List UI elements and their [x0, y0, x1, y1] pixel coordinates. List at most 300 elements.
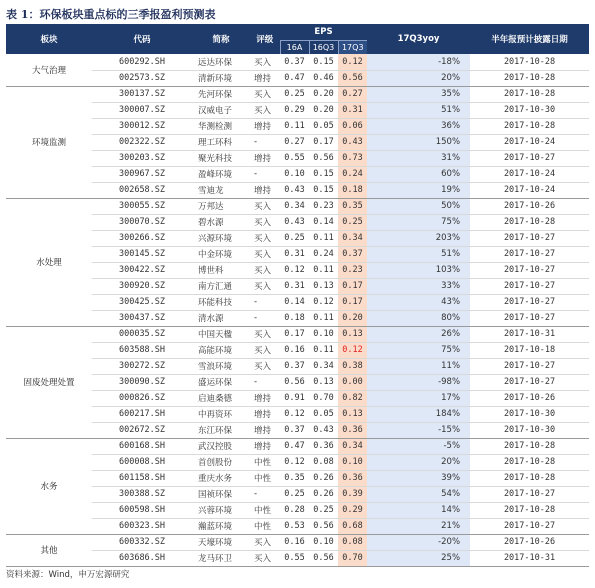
stock-name-cell: 博世科 — [192, 262, 250, 278]
table-row — [6, 214, 589, 230]
stock-name-cell: 万邦达 — [192, 198, 250, 214]
table-row — [6, 326, 589, 342]
stock-name-cell: 启迪桑德 — [192, 390, 250, 406]
eps-17q3-cell: 0.10 — [338, 454, 367, 470]
eps-17q3-cell: 0.23 — [338, 262, 367, 278]
header-eps-16a: 16A — [280, 40, 309, 54]
yoy-growth-cell: 60% — [367, 166, 470, 182]
eps-17q3-cell: 0.56 — [338, 70, 367, 86]
table-row — [6, 454, 589, 470]
yoy-growth-cell: 54% — [367, 486, 470, 502]
eps-16a-cell: 0.28 — [280, 502, 309, 518]
eps-16q3-cell: 0.34 — [309, 358, 338, 374]
header-name: 简称 — [192, 24, 250, 54]
rating-cell: 增持 — [250, 406, 280, 422]
yoy-growth-cell: 184% — [367, 406, 470, 422]
disclosure-date-cell: 2017-10-28 — [470, 454, 589, 470]
stock-name-cell: 盛运环保 — [192, 374, 250, 390]
table-row — [6, 278, 589, 294]
stock-code-cell: 300012.SZ — [92, 118, 192, 134]
header-eps-16q3: 16Q3 — [309, 40, 338, 54]
eps-16a-cell: 0.29 — [280, 102, 309, 118]
rating-cell: 买入 — [250, 278, 280, 294]
rating-cell: 中性 — [250, 470, 280, 486]
eps-16a-cell: 0.55 — [280, 150, 309, 166]
table-row — [6, 518, 589, 534]
eps-16a-cell: 0.56 — [280, 374, 309, 390]
yoy-growth-cell: 19% — [367, 182, 470, 198]
rating-cell: 买入 — [250, 198, 280, 214]
eps-16q3-cell: 0.13 — [309, 374, 338, 390]
table-row — [6, 198, 589, 214]
yoy-growth-cell: 20% — [367, 70, 470, 86]
rating-cell: 增持 — [250, 150, 280, 166]
rating-cell: - — [250, 294, 280, 310]
disclosure-date-cell: 2017-10-30 — [470, 406, 589, 422]
eps-16a-cell: 0.10 — [280, 166, 309, 182]
stock-code-cell: 600598.SH — [92, 502, 192, 518]
eps-17q3-cell: 0.34 — [338, 438, 367, 454]
eps-16a-cell: 0.37 — [280, 54, 309, 70]
sector-label: 水务 — [6, 438, 92, 534]
rating-cell: 买入 — [250, 262, 280, 278]
yoy-growth-cell: 36% — [367, 118, 470, 134]
eps-17q3-cell: 0.70 — [338, 550, 367, 566]
stock-code-cell: 300007.SZ — [92, 102, 192, 118]
stock-code-cell: 300055.SZ — [92, 198, 192, 214]
stock-name-cell: 中国天楹 — [192, 326, 250, 342]
eps-16a-cell: 0.47 — [280, 70, 309, 86]
table-row — [6, 358, 589, 374]
eps-16q3-cell: 0.23 — [309, 198, 338, 214]
disclosure-date-cell: 2017-10-27 — [470, 486, 589, 502]
yoy-growth-cell: -98% — [367, 374, 470, 390]
stock-name-cell: 环能科技 — [192, 294, 250, 310]
eps-16a-cell: 0.37 — [280, 358, 309, 374]
disclosure-date-cell: 2017-10-28 — [470, 54, 589, 70]
yoy-growth-cell: 20% — [367, 454, 470, 470]
stock-name-cell: 高能环境 — [192, 342, 250, 358]
eps-16a-cell: 0.34 — [280, 198, 309, 214]
eps-16a-cell: 0.91 — [280, 390, 309, 406]
disclosure-date-cell: 2017-10-27 — [470, 518, 589, 534]
stock-name-cell: 天壕环境 — [192, 534, 250, 550]
table-row — [6, 374, 589, 390]
stock-name-cell: 中金环境 — [192, 246, 250, 262]
rating-cell: 买入 — [250, 246, 280, 262]
header-date: 半年报预计披露日期 — [470, 24, 589, 54]
eps-17q3-cell: 0.17 — [338, 294, 367, 310]
table-row — [6, 550, 589, 566]
stock-code-cell: 002573.SZ — [92, 70, 192, 86]
rating-cell: 中性 — [250, 518, 280, 534]
disclosure-date-cell: 2017-10-27 — [470, 246, 589, 262]
disclosure-date-cell: 2017-10-28 — [470, 86, 589, 102]
disclosure-date-cell: 2017-10-30 — [470, 102, 589, 118]
stock-code-cell: 300137.SZ — [92, 86, 192, 102]
eps-17q3-cell: 0.27 — [338, 86, 367, 102]
stock-name-cell: 雪浪环境 — [192, 358, 250, 374]
table-row — [6, 262, 589, 278]
disclosure-date-cell: 2017-10-27 — [470, 358, 589, 374]
eps-17q3-cell: 0.06 — [338, 118, 367, 134]
table-row — [6, 246, 589, 262]
eps-17q3-cell: 0.31 — [338, 102, 367, 118]
eps-16a-cell: 0.14 — [280, 294, 309, 310]
stock-code-cell: 300425.SZ — [92, 294, 192, 310]
table-row — [6, 534, 589, 550]
yoy-growth-cell: 31% — [367, 150, 470, 166]
yoy-growth-cell: 75% — [367, 214, 470, 230]
stock-code-cell: 000826.SZ — [92, 390, 192, 406]
eps-16q3-cell: 0.20 — [309, 86, 338, 102]
stock-name-cell: 重庆水务 — [192, 470, 250, 486]
yoy-growth-cell: 33% — [367, 278, 470, 294]
stock-code-cell: 300388.SZ — [92, 486, 192, 502]
yoy-growth-cell: -18% — [367, 54, 470, 70]
eps-16q3-cell: 0.10 — [309, 534, 338, 550]
eps-16q3-cell: 0.10 — [309, 326, 338, 342]
rating-cell: 买入 — [250, 102, 280, 118]
disclosure-date-cell: 2017-10-28 — [470, 438, 589, 454]
stock-code-cell: 300967.SZ — [92, 166, 192, 182]
rating-cell: 买入 — [250, 230, 280, 246]
eps-16q3-cell: 0.12 — [309, 294, 338, 310]
stock-code-cell: 002672.SZ — [92, 422, 192, 438]
eps-16q3-cell: 0.56 — [309, 550, 338, 566]
stock-name-cell: 武汉控股 — [192, 438, 250, 454]
rating-cell: - — [250, 310, 280, 326]
yoy-growth-cell: 51% — [367, 246, 470, 262]
stock-code-cell: 000035.SZ — [92, 326, 192, 342]
header-code: 代码 — [92, 24, 192, 54]
disclosure-date-cell: 2017-10-28 — [470, 502, 589, 518]
table-row — [6, 70, 589, 86]
stock-code-cell: 300070.SZ — [92, 214, 192, 230]
eps-16q3-cell: 0.14 — [309, 214, 338, 230]
stock-name-cell: 兴源环境 — [192, 230, 250, 246]
sector-label: 环境监测 — [6, 86, 92, 198]
eps-16q3-cell: 0.46 — [309, 70, 338, 86]
eps-16q3-cell: 0.15 — [309, 182, 338, 198]
eps-16a-cell: 0.43 — [280, 214, 309, 230]
header-yoy: 17Q3yoy — [367, 24, 470, 54]
rating-cell: 增持 — [250, 390, 280, 406]
yoy-growth-cell: -20% — [367, 534, 470, 550]
eps-17q3-cell: 0.18 — [338, 182, 367, 198]
table-row — [6, 502, 589, 518]
stock-code-cell: 300090.SZ — [92, 374, 192, 390]
table-row — [6, 166, 589, 182]
table-row — [6, 182, 589, 198]
eps-16q3-cell: 0.17 — [309, 134, 338, 150]
eps-17q3-cell: 0.36 — [338, 470, 367, 486]
stock-name-cell: 盈峰环境 — [192, 166, 250, 182]
header-sector: 板块 — [6, 24, 92, 54]
eps-16a-cell: 0.53 — [280, 518, 309, 534]
eps-17q3-cell: 0.12 — [338, 54, 367, 70]
yoy-growth-cell: 11% — [367, 358, 470, 374]
disclosure-date-cell: 2017-10-27 — [470, 150, 589, 166]
stock-code-cell: 300422.SZ — [92, 262, 192, 278]
eps-16q3-cell: 0.56 — [309, 150, 338, 166]
eps-17q3-cell: 0.43 — [338, 134, 367, 150]
table-body — [6, 54, 589, 566]
rating-cell: - — [250, 486, 280, 502]
disclosure-date-cell: 2017-10-24 — [470, 134, 589, 150]
eps-16q3-cell: 0.11 — [309, 262, 338, 278]
disclosure-date-cell: 2017-10-26 — [470, 534, 589, 550]
eps-17q3-cell: 0.35 — [338, 198, 367, 214]
earnings-forecast-table — [6, 24, 589, 567]
yoy-growth-cell: 17% — [367, 390, 470, 406]
disclosure-date-cell: 2017-10-31 — [470, 550, 589, 566]
eps-16q3-cell: 0.25 — [309, 502, 338, 518]
eps-16q3-cell: 0.56 — [309, 518, 338, 534]
rating-cell: 增持 — [250, 438, 280, 454]
eps-16a-cell: 0.27 — [280, 134, 309, 150]
eps-16q3-cell: 0.26 — [309, 470, 338, 486]
stock-name-cell: 兴蓉环境 — [192, 502, 250, 518]
stock-code-cell: 600168.SH — [92, 438, 192, 454]
yoy-growth-cell: 51% — [367, 102, 470, 118]
table-row — [6, 342, 589, 358]
disclosure-date-cell: 2017-10-28 — [470, 470, 589, 486]
yoy-growth-cell: 25% — [367, 550, 470, 566]
stock-code-cell: 300203.SZ — [92, 150, 192, 166]
stock-name-cell: 雪迪龙 — [192, 182, 250, 198]
stock-code-cell: 002658.SZ — [92, 182, 192, 198]
rating-cell: 买入 — [250, 86, 280, 102]
eps-16a-cell: 0.25 — [280, 486, 309, 502]
stock-name-cell: 南方汇通 — [192, 278, 250, 294]
eps-17q3-cell: 0.13 — [338, 406, 367, 422]
table-row — [6, 294, 589, 310]
yoy-growth-cell: 39% — [367, 470, 470, 486]
stock-name-cell: 东江环保 — [192, 422, 250, 438]
sector-label: 大气治理 — [6, 54, 92, 86]
eps-17q3-cell: 0.00 — [338, 374, 367, 390]
eps-16a-cell: 0.47 — [280, 438, 309, 454]
rating-cell: 增持 — [250, 182, 280, 198]
stock-code-cell: 002322.SZ — [92, 134, 192, 150]
stock-code-cell: 300437.SZ — [92, 310, 192, 326]
rating-cell: 中性 — [250, 502, 280, 518]
table-row — [6, 438, 589, 454]
rating-cell: 买入 — [250, 534, 280, 550]
eps-16q3-cell: 0.36 — [309, 438, 338, 454]
stock-code-cell: 600217.SH — [92, 406, 192, 422]
eps-16q3-cell: 0.20 — [309, 102, 338, 118]
yoy-growth-cell: 80% — [367, 310, 470, 326]
eps-16q3-cell: 0.13 — [309, 278, 338, 294]
table-row — [6, 54, 589, 70]
sector-label: 其他 — [6, 534, 92, 566]
stock-name-cell: 碧水源 — [192, 214, 250, 230]
eps-16q3-cell: 0.05 — [309, 118, 338, 134]
eps-16q3-cell: 0.26 — [309, 486, 338, 502]
disclosure-date-cell: 2017-10-27 — [470, 294, 589, 310]
eps-17q3-cell: 0.34 — [338, 230, 367, 246]
rating-cell: 增持 — [250, 422, 280, 438]
eps-16a-cell: 0.17 — [280, 326, 309, 342]
rating-cell: 增持 — [250, 118, 280, 134]
stock-name-cell: 瀚蓝环境 — [192, 518, 250, 534]
eps-17q3-cell: 0.13 — [338, 326, 367, 342]
eps-17q3-cell: 0.68 — [338, 518, 367, 534]
stock-name-cell: 清水源 — [192, 310, 250, 326]
disclosure-date-cell: 2017-10-27 — [470, 278, 589, 294]
table-row — [6, 86, 589, 102]
eps-16a-cell: 0.12 — [280, 454, 309, 470]
disclosure-date-cell: 2017-10-26 — [470, 390, 589, 406]
eps-16a-cell: 0.25 — [280, 230, 309, 246]
header-eps-17q3: 17Q3 — [338, 40, 367, 54]
table-row — [6, 486, 589, 502]
disclosure-date-cell: 2017-10-27 — [470, 310, 589, 326]
disclosure-date-cell: 2017-10-24 — [470, 166, 589, 182]
table-row — [6, 406, 589, 422]
eps-17q3-cell: 0.24 — [338, 166, 367, 182]
table-row — [6, 470, 589, 486]
table-row — [6, 310, 589, 326]
eps-17q3-cell: 0.25 — [338, 214, 367, 230]
stock-code-cell: 603588.SH — [92, 342, 192, 358]
disclosure-date-cell: 2017-10-26 — [470, 198, 589, 214]
eps-16a-cell: 0.11 — [280, 118, 309, 134]
stock-code-cell: 300272.SZ — [92, 358, 192, 374]
stock-name-cell: 远达环保 — [192, 54, 250, 70]
eps-16q3-cell: 0.11 — [309, 342, 338, 358]
disclosure-date-cell: 2017-10-18 — [470, 342, 589, 358]
eps-17q3-cell: 0.29 — [338, 502, 367, 518]
stock-name-cell: 首创股份 — [192, 454, 250, 470]
eps-16q3-cell: 0.11 — [309, 310, 338, 326]
eps-17q3-cell: 0.36 — [338, 422, 367, 438]
table-row — [6, 118, 589, 134]
eps-17q3-cell: 0.37 — [338, 246, 367, 262]
eps-16q3-cell: 0.43 — [309, 422, 338, 438]
eps-16q3-cell: 0.11 — [309, 230, 338, 246]
stock-name-cell: 聚光科技 — [192, 150, 250, 166]
yoy-growth-cell: 43% — [367, 294, 470, 310]
eps-16q3-cell: 0.70 — [309, 390, 338, 406]
yoy-growth-cell: 50% — [367, 198, 470, 214]
stock-code-cell: 300145.SZ — [92, 246, 192, 262]
yoy-growth-cell: 26% — [367, 326, 470, 342]
eps-16a-cell: 0.55 — [280, 550, 309, 566]
yoy-growth-cell: 21% — [367, 518, 470, 534]
rating-cell: 买入 — [250, 326, 280, 342]
eps-16a-cell: 0.25 — [280, 86, 309, 102]
yoy-growth-cell: 103% — [367, 262, 470, 278]
rating-cell: - — [250, 374, 280, 390]
eps-16q3-cell: 0.05 — [309, 406, 338, 422]
table-row — [6, 134, 589, 150]
stock-name-cell: 理工环科 — [192, 134, 250, 150]
disclosure-date-cell: 2017-10-28 — [470, 214, 589, 230]
eps-17q3-cell: 0.12 — [338, 342, 367, 358]
stock-name-cell: 清新环境 — [192, 70, 250, 86]
stock-code-cell: 600292.SH — [92, 54, 192, 70]
eps-17q3-cell: 0.38 — [338, 358, 367, 374]
yoy-growth-cell: -5% — [367, 438, 470, 454]
stock-name-cell: 中再资环 — [192, 406, 250, 422]
rating-cell: 买入 — [250, 54, 280, 70]
rating-cell: 增持 — [250, 70, 280, 86]
stock-name-cell: 汉威电子 — [192, 102, 250, 118]
eps-16q3-cell: 0.15 — [309, 166, 338, 182]
eps-16a-cell: 0.35 — [280, 470, 309, 486]
eps-17q3-cell: 0.08 — [338, 534, 367, 550]
eps-16a-cell: 0.43 — [280, 182, 309, 198]
header-eps: EPS — [280, 24, 367, 40]
eps-16a-cell: 0.37 — [280, 422, 309, 438]
eps-16a-cell: 0.12 — [280, 406, 309, 422]
disclosure-date-cell: 2017-10-24 — [470, 182, 589, 198]
eps-16a-cell: 0.12 — [280, 262, 309, 278]
stock-code-cell: 601158.SH — [92, 470, 192, 486]
stock-name-cell: 先河环保 — [192, 86, 250, 102]
eps-16q3-cell: 0.08 — [309, 454, 338, 470]
yoy-growth-cell: 75% — [367, 342, 470, 358]
table-row — [6, 102, 589, 118]
rating-cell: 买入 — [250, 358, 280, 374]
table-row — [6, 422, 589, 438]
rating-cell: 买入 — [250, 214, 280, 230]
stock-code-cell: 600332.SZ — [92, 534, 192, 550]
stock-name-cell: 龙马环卫 — [192, 550, 250, 566]
stock-code-cell: 300920.SZ — [92, 278, 192, 294]
eps-16a-cell: 0.18 — [280, 310, 309, 326]
yoy-growth-cell: 14% — [367, 502, 470, 518]
disclosure-date-cell: 2017-10-30 — [470, 422, 589, 438]
eps-16a-cell: 0.31 — [280, 246, 309, 262]
yoy-growth-cell: -15% — [367, 422, 470, 438]
yoy-growth-cell: 203% — [367, 230, 470, 246]
rating-cell: 买入 — [250, 550, 280, 566]
stock-code-cell: 600323.SH — [92, 518, 192, 534]
eps-17q3-cell: 0.17 — [338, 278, 367, 294]
disclosure-date-cell: 2017-10-27 — [470, 262, 589, 278]
disclosure-date-cell: 2017-10-31 — [470, 326, 589, 342]
eps-17q3-cell: 0.73 — [338, 150, 367, 166]
disclosure-date-cell: 2017-10-28 — [470, 118, 589, 134]
eps-16a-cell: 0.16 — [280, 534, 309, 550]
eps-17q3-cell: 0.39 — [338, 486, 367, 502]
header-rating: 评级 — [250, 24, 280, 54]
disclosure-date-cell: 2017-10-27 — [470, 374, 589, 390]
stock-code-cell: 600008.SH — [92, 454, 192, 470]
rating-cell: - — [250, 166, 280, 182]
rating-cell: - — [250, 134, 280, 150]
table-row — [6, 150, 589, 166]
rating-cell: 买入 — [250, 342, 280, 358]
yoy-growth-cell: 35% — [367, 86, 470, 102]
table-title: 表 1：环保板块重点标的三季报盈利预测表 — [6, 8, 216, 21]
eps-16a-cell: 0.16 — [280, 342, 309, 358]
eps-16q3-cell: 0.24 — [309, 246, 338, 262]
eps-16q3-cell: 0.15 — [309, 54, 338, 70]
stock-name-cell: 国祯环保 — [192, 486, 250, 502]
disclosure-date-cell: 2017-10-28 — [470, 70, 589, 86]
stock-code-cell: 300266.SZ — [92, 230, 192, 246]
stock-code-cell: 603686.SH — [92, 550, 192, 566]
eps-16a-cell: 0.31 — [280, 278, 309, 294]
eps-17q3-cell: 0.82 — [338, 390, 367, 406]
table-row — [6, 390, 589, 406]
table-row — [6, 230, 589, 246]
